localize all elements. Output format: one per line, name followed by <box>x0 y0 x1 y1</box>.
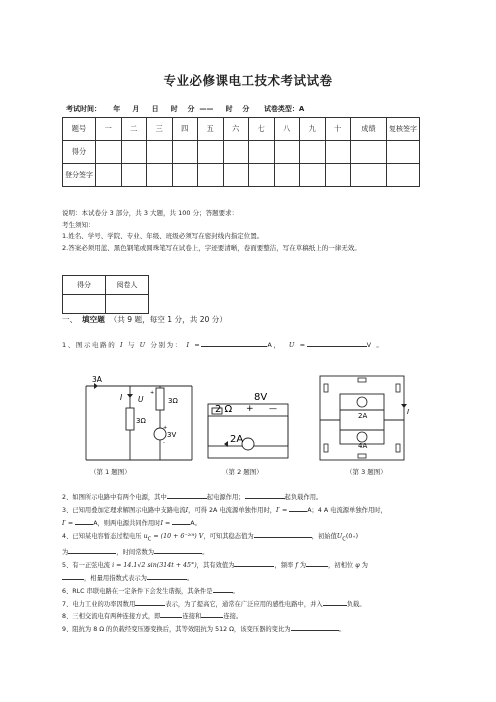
resistor-3ohm <box>156 388 164 410</box>
score-cell[interactable] <box>387 164 420 187</box>
answer-blank[interactable] <box>68 546 116 554</box>
score-cell[interactable] <box>300 141 326 164</box>
score-cell[interactable] <box>96 164 122 187</box>
answer-blank[interactable] <box>135 598 165 606</box>
svg-text:8V: 8V <box>254 392 268 403</box>
instructions <box>62 208 361 254</box>
answer-blank[interactable] <box>147 572 187 580</box>
question-4: 4、已知某电容暂态过程电压 $u_C = (10$ + 6⁻²⁰ᵗ) V，可知其稳态值为 ，初始值$U_C(0_+)$ <box>62 530 387 546</box>
question-9: 9、阻抗为 8 Ω 的负载经变压器变换后，其等效阻抗为 512 Ω，该变压器的变比为 。 <box>62 623 387 636</box>
answer-blank[interactable] <box>323 598 347 606</box>
answer-blank[interactable] <box>160 610 182 618</box>
question-6: 6、RLC 串联电路在一定条件下会发生谐振，其条件是 。 <box>62 585 387 598</box>
score-cell[interactable] <box>325 141 351 164</box>
question-5: 5、有一正弦电流 i = 14.1√2 sin(314t + 45°)，其有效值为 ，频率 f 为 ，初相位 φ 为 <box>62 559 387 572</box>
score-cell[interactable] <box>300 164 326 187</box>
score-cell[interactable] <box>96 141 122 164</box>
score-cell[interactable] <box>147 141 173 164</box>
score-cell[interactable] <box>172 164 198 187</box>
resistor-3ohm <box>126 408 134 430</box>
svg-text:2 Ω: 2 Ω <box>215 404 233 415</box>
current-source-icon <box>242 438 254 450</box>
grader-score-label: 得分 <box>63 276 106 295</box>
exam-type: 试卷类型：A <box>263 105 305 113</box>
question-4-cont: 为 ，时间常数为 。 <box>62 546 387 559</box>
question-2: 2、如图所示电路中有两个电源，其中 起电源作用； 起负载作用。 <box>62 491 387 504</box>
instruction-line: 1.姓名、学号、学院、专业、年级、班级必须写在密封线内指定位置。 <box>62 232 264 240</box>
svg-text:3A: 3A <box>92 375 102 384</box>
score-cell[interactable] <box>249 141 275 164</box>
answer-blank[interactable] <box>172 517 190 525</box>
svg-text:U: U <box>138 395 144 404</box>
circuit-figure-3 <box>312 370 412 465</box>
svg-text:2A: 2A <box>358 412 368 420</box>
score-col: 一 <box>96 118 122 141</box>
element-icon <box>324 444 328 452</box>
score-col: 三 <box>147 118 173 141</box>
score-cell[interactable] <box>147 164 173 187</box>
score-col: 六 <box>223 118 249 141</box>
score-col: 五 <box>198 118 224 141</box>
score-cell[interactable] <box>223 164 249 187</box>
score-cell[interactable] <box>387 141 420 164</box>
answer-blank[interactable] <box>213 585 233 593</box>
answer-blank[interactable] <box>75 517 93 525</box>
current-source-icon <box>357 397 367 407</box>
answer-blank[interactable] <box>201 610 223 618</box>
score-cell[interactable] <box>351 164 387 187</box>
figure-caption: （第 3 题图） <box>346 468 387 476</box>
score-cell[interactable] <box>274 141 300 164</box>
figure-caption: （第 1 题图） <box>90 468 131 476</box>
question-5-cont: ，相量用指数式表示为 。 <box>62 572 387 585</box>
score-cell[interactable] <box>274 164 300 187</box>
score-header-label: 题号 <box>63 118 96 141</box>
element-icon <box>324 384 328 392</box>
score-cell[interactable] <box>249 164 275 187</box>
question-3-cont: I′ = A，则两电源共同作用时I = A。 <box>62 517 387 530</box>
instruction-line: 考生须知： <box>62 220 95 229</box>
grader-reviewer-label: 阅卷人 <box>106 276 149 295</box>
answer-blank[interactable] <box>289 504 307 512</box>
svg-text:3Ω: 3Ω <box>168 397 178 405</box>
score-review-label: 复核签字 <box>387 118 420 141</box>
answer-blank[interactable] <box>62 572 84 580</box>
current-arrow-icon <box>127 394 133 398</box>
section-heading: 一、 填空题 （共 9 题，每空 1 分，共 20 分） <box>62 315 227 324</box>
score-col: 七 <box>249 118 275 141</box>
instruction-line: 2.答案必须用蓝、黑色钢笔或圆珠笔写在试卷上，字迹要清晰，卷面要整洁，写在草稿纸上的一律无效。 <box>62 243 361 252</box>
answer-blank[interactable] <box>291 623 339 631</box>
answer-blank[interactable] <box>306 559 328 567</box>
svg-text:+: + <box>163 425 168 431</box>
score-cell[interactable] <box>325 164 351 187</box>
svg-text:3V: 3V <box>167 431 177 439</box>
element-icon <box>358 454 366 458</box>
circuit-figure-1 <box>80 372 200 468</box>
figure-caption: （第 2 题图） <box>222 468 263 476</box>
score-cell[interactable] <box>121 164 147 187</box>
score-cell[interactable] <box>198 141 224 164</box>
score-col: 四 <box>172 118 198 141</box>
current-source-icon <box>357 432 367 442</box>
score-col: 二 <box>121 118 147 141</box>
grader-box <box>62 275 149 314</box>
score-cell[interactable] <box>121 141 147 164</box>
answer-blank[interactable] <box>234 559 274 567</box>
question-8: 8、三相交流电有两种连接方式，即 连接和 连接。 <box>62 610 387 623</box>
answer-blank[interactable] <box>167 491 207 499</box>
answer-blank[interactable] <box>245 491 285 499</box>
element-icon <box>396 444 400 452</box>
svg-text:2A: 2A <box>230 434 244 445</box>
answer-blank[interactable] <box>154 546 202 554</box>
circuit-figure-2 <box>204 384 294 464</box>
question-7: 7、电力工业的功率因数用 表示，为了提高它，通常在广泛应用的感性电路中，并入 负载。 <box>62 598 387 611</box>
svg-text:I: I <box>407 408 410 416</box>
answer-blank[interactable] <box>201 339 267 347</box>
answer-blank[interactable] <box>254 530 312 538</box>
svg-text:+: + <box>246 404 254 414</box>
score-col: 八 <box>274 118 300 141</box>
question-3: 3、已知用叠加定理求解图示电路中支路电流I，可得 2A 电流源单独作用时，I′ = A；4 A 电流源单独作用时， <box>62 504 387 517</box>
element-icon <box>358 378 366 382</box>
score-cell[interactable] <box>351 141 387 164</box>
score-col: 十 <box>325 118 351 141</box>
score-cell[interactable] <box>172 141 198 164</box>
question-1: 1、图示电路的 I 与 U 分别为： I = A， U = V 。 <box>62 341 385 349</box>
score-col: 九 <box>300 118 326 141</box>
exam-time-line: 考试时间： 年 月 日 时 分 —— 时 分 试卷类型：A <box>66 105 305 113</box>
svg-text:—: — <box>269 404 277 413</box>
svg-text:-: - <box>163 440 165 446</box>
svg-text:3Ω: 3Ω <box>136 417 146 425</box>
svg-text:+: + <box>150 390 155 396</box>
svg-text:4A: 4A <box>358 442 368 450</box>
answer-blank[interactable] <box>307 339 367 347</box>
score-row-label: 得分 <box>63 141 96 164</box>
instruction-line: 说明：本试卷分 3 部分，共 3 大题，共 100 分；答题要求： <box>62 209 239 217</box>
page-title: 专业必修课电工技术考试试卷 <box>163 73 333 88</box>
element-icon <box>396 384 400 392</box>
score-cell[interactable] <box>198 164 224 187</box>
score-row-label: 登分签字 <box>63 164 96 187</box>
questions-list <box>62 491 387 636</box>
score-cell[interactable] <box>223 141 249 164</box>
score-result-label: 成绩 <box>351 118 387 141</box>
svg-text:I: I <box>120 393 123 402</box>
grader-reviewer-cell[interactable] <box>106 295 149 314</box>
grader-score-cell[interactable] <box>63 295 106 314</box>
score-table <box>62 117 420 187</box>
